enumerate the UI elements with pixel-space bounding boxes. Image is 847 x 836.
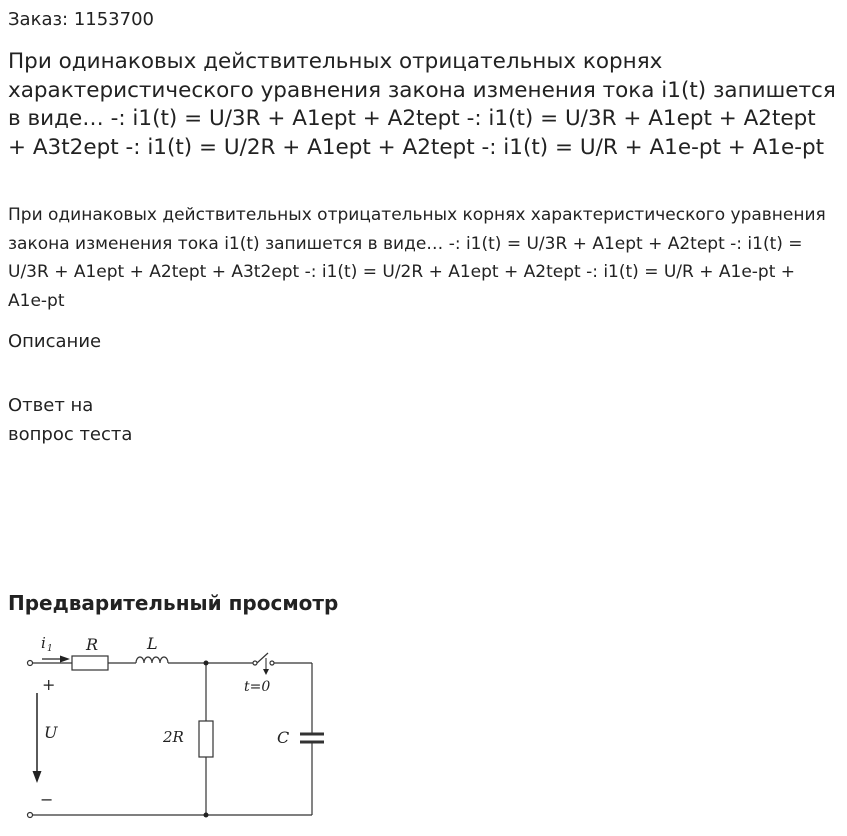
resistor-r	[72, 656, 108, 670]
inductor-label: L	[147, 634, 158, 653]
page-title: При одинаковых действительных отрицательных корнях характеристического уравнения закона изменения тока i1(t) запишется в виде… -: i1(t) = U/3R + A1ept + A2tept -: i1(t) = U/3R + A1ept + A2tept + A3t2ept -: i1(t) = U/2R + A1ept + A2tept -: i1(t) = U/R + A1e-pt + A1e-pt	[8, 49, 836, 160]
order-number: Заказ: 1153700	[8, 9, 154, 30]
minus-label: −	[40, 790, 54, 809]
description-label: Описание	[8, 331, 102, 352]
resistor-label: R	[86, 635, 99, 654]
current-label: i	[41, 634, 46, 652]
plus-label: +	[42, 675, 56, 694]
current-subscript: 1	[47, 644, 53, 654]
voltage-label: U	[44, 723, 58, 742]
circuit-diagram	[20, 628, 330, 828]
input-terminal-top	[28, 661, 33, 666]
capacitor-label: C	[277, 728, 290, 747]
inductor-l	[136, 657, 168, 663]
preview-heading: Предварительный просмотр	[8, 591, 339, 615]
switch-label: t=0	[244, 679, 271, 695]
answer-label: Ответ на вопрос теста	[8, 395, 133, 445]
resistor-2r	[199, 721, 213, 757]
question-text: При одинаковых действительных отрицательных корнях характеристического уравнения закона изменения тока i1(t) запишется в виде… -: i1(t) = U/3R + A1ept + A2tept -: i1(t) = U/3R + A1ept + A2tept + A3t2ept -: i1(t) = U/2R + A1ept + A2tept -: i1(t) = U/R + A1e-pt + A1e-pt	[8, 205, 826, 311]
resistor2-label: 2R	[163, 728, 184, 746]
input-terminal-bottom	[28, 813, 33, 818]
